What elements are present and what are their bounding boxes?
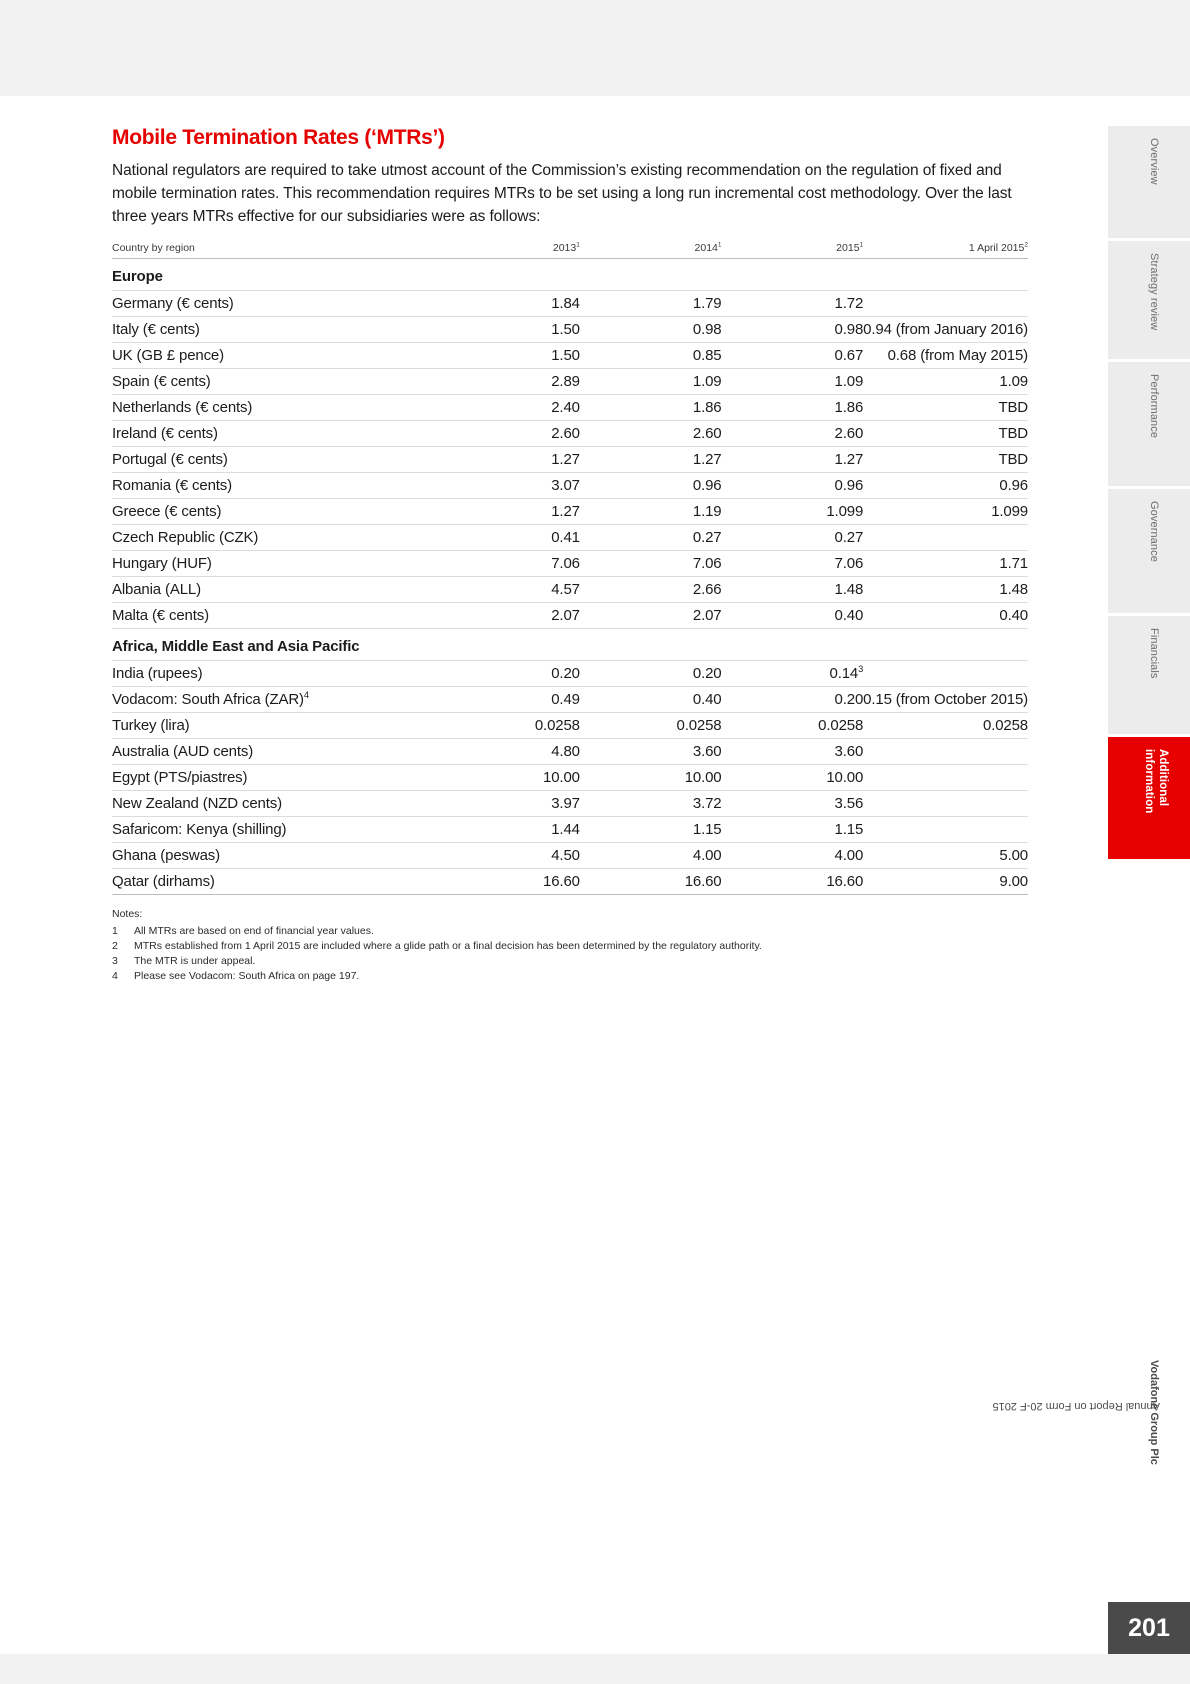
- cell-1-april-2015: 9.00: [863, 869, 1028, 895]
- cell-1-april-2015: [863, 817, 1028, 843]
- cell-country: Safaricom: Kenya (shilling): [112, 817, 438, 843]
- page-number: 201: [1108, 1602, 1190, 1654]
- footnote-marker: 2: [1024, 241, 1028, 249]
- note-item: [112, 969, 1028, 984]
- sidebar-item-label: Governance: [1148, 501, 1160, 562]
- cell-2014: 0.27: [580, 525, 722, 551]
- cell-2014: 16.60: [580, 869, 722, 895]
- table-body: [112, 259, 1028, 895]
- col-header-1-april-2015: 1 April 2015$^2$: [863, 242, 1028, 259]
- cell-1-april-2015: 1.48: [863, 577, 1028, 603]
- cell-2014: 2.60: [580, 421, 722, 447]
- cell-2014: 0.85: [580, 343, 722, 369]
- cell-2013: 4.80: [438, 739, 580, 765]
- note-item: [112, 924, 1028, 939]
- cell-2014: 3.60: [580, 739, 722, 765]
- cell-2013: 1.27: [438, 447, 580, 473]
- table-row: [112, 343, 1028, 369]
- cell-2015: 1.86: [722, 395, 864, 421]
- cell-country: Qatar (dirhams): [112, 869, 438, 895]
- cell-2013: 4.50: [438, 843, 580, 869]
- table-group-label: Europe: [112, 259, 1028, 291]
- table-row: [112, 869, 1028, 895]
- cell-2015: 10.00: [722, 765, 864, 791]
- cell-country: New Zealand (NZD cents): [112, 791, 438, 817]
- col-header-country: Country by region: [112, 242, 438, 259]
- cell-1-april-2015: 0.96: [863, 473, 1028, 499]
- cell-2014: 7.06: [580, 551, 722, 577]
- notes-list: [112, 924, 1028, 984]
- cell-country: Albania (ALL): [112, 577, 438, 603]
- cell-2014: 2.07: [580, 603, 722, 629]
- cell-country: Egypt (PTS/piastres): [112, 765, 438, 791]
- table-row: [112, 765, 1028, 791]
- side-tab-navigation: [1108, 126, 1190, 862]
- col-header-2015: 2015$^1$: [722, 242, 864, 259]
- cell-country: Czech Republic (CZK): [112, 525, 438, 551]
- cell-country: UK (GB £ pence): [112, 343, 438, 369]
- cell-1-april-2015: 0.94 (from January 2016): [863, 317, 1028, 343]
- page-title: Mobile Termination Rates (‘MTRs’): [112, 126, 445, 149]
- note-number: 4: [112, 969, 118, 982]
- cell-2015: 0.14$^3$: [722, 661, 864, 687]
- cell-1-april-2015: 5.00: [863, 843, 1028, 869]
- sidebar-item-financials[interactable]: [1108, 616, 1190, 734]
- cell-1-april-2015: 0.15 (from October 2015): [863, 687, 1028, 713]
- cell-2015: 0.98: [722, 317, 864, 343]
- cell-2013: 0.20: [438, 661, 580, 687]
- cell-2015: 1.09: [722, 369, 864, 395]
- cell-2013: 2.40: [438, 395, 580, 421]
- footnote-marker: 1: [859, 241, 864, 249]
- table-row: [112, 447, 1028, 473]
- cell-country: Spain (€ cents): [112, 369, 438, 395]
- cell-2014: 0.40: [580, 687, 722, 713]
- cell-1-april-2015: [863, 765, 1028, 791]
- table-row: [112, 661, 1028, 687]
- notes-block: [112, 907, 1028, 984]
- cell-1-april-2015: 1.099: [863, 499, 1028, 525]
- table-row: [112, 577, 1028, 603]
- table-row: [112, 603, 1028, 629]
- cell-2013: 1.50: [438, 317, 580, 343]
- cell-country: Vodacom: South Africa (ZAR)$^4$: [112, 687, 438, 713]
- side-meta: [992, 1360, 1190, 1580]
- cell-1-april-2015: 0.40: [863, 603, 1028, 629]
- footnote-marker: 4: [303, 690, 309, 701]
- intro-paragraph: National regulators are required to take utmost account of the Commission’s existing recommendation on the regulation of fixed and mobile termination rates. This recommendation requires MTRs to be set using a long run incremental cost methodology. Over the last three years MTRs effective for our subsidiaries were as follows:: [112, 162, 1012, 225]
- cell-1-april-2015: 0.68 (from May 2015): [863, 343, 1028, 369]
- note-item: [112, 954, 1028, 969]
- cell-2014: 1.79: [580, 291, 722, 317]
- table-row: [112, 317, 1028, 343]
- cell-country: Ghana (peswas): [112, 843, 438, 869]
- sidebar-item-label: Performance: [1148, 374, 1160, 439]
- table-row: [112, 421, 1028, 447]
- note-text: Please see Vodacom: South Africa on page 197.: [134, 969, 360, 982]
- table-row: [112, 473, 1028, 499]
- cell-2013: 1.50: [438, 343, 580, 369]
- cell-2013: 4.57: [438, 577, 580, 603]
- sidebar-item-governance[interactable]: [1108, 489, 1190, 613]
- note-text: The MTR is under appeal.: [134, 955, 256, 968]
- sidebar-item-label: Strategy review: [1148, 253, 1160, 331]
- table-header-row: [112, 242, 1028, 259]
- cell-2015: 0.67: [722, 343, 864, 369]
- cell-country: Hungary (HUF): [112, 551, 438, 577]
- cell-2014: 3.72: [580, 791, 722, 817]
- cell-2015: 1.15: [722, 817, 864, 843]
- cell-2013: 3.07: [438, 473, 580, 499]
- cell-country: Romania (€ cents): [112, 473, 438, 499]
- cell-country: Malta (€ cents): [112, 603, 438, 629]
- footnote-marker: 1: [576, 241, 580, 249]
- cell-1-april-2015: [863, 739, 1028, 765]
- cell-country: Germany (€ cents): [112, 291, 438, 317]
- cell-2014: 1.15: [580, 817, 722, 843]
- cell-2013: 1.44: [438, 817, 580, 843]
- cell-2014: 1.86: [580, 395, 722, 421]
- cell-2013: 0.49: [438, 687, 580, 713]
- cell-country: Netherlands (€ cents): [112, 395, 438, 421]
- cell-2014: 1.19: [580, 499, 722, 525]
- cell-2013: 1.27: [438, 499, 580, 525]
- cell-2013: 2.07: [438, 603, 580, 629]
- cell-2015: 0.27: [722, 525, 864, 551]
- cell-2015: 7.06: [722, 551, 864, 577]
- table-row: [112, 817, 1028, 843]
- cell-2013: 7.06: [438, 551, 580, 577]
- col-header-2013: 2013$^1$: [438, 242, 580, 259]
- sidebar-item-label: Overview: [1148, 138, 1160, 185]
- note-text: All MTRs are based on end of financial year values.: [134, 925, 374, 938]
- table-row: [112, 713, 1028, 739]
- cell-2014: 1.27: [580, 447, 722, 473]
- sidebar-item-additional-information[interactable]: [1108, 737, 1190, 859]
- cell-1-april-2015: [863, 791, 1028, 817]
- cell-1-april-2015: 0.0258: [863, 713, 1028, 739]
- cell-2015: 3.56: [722, 791, 864, 817]
- report-name: Annual Report on Form 20-F 2015: [992, 1400, 1160, 1412]
- cell-1-april-2015: TBD: [863, 447, 1028, 473]
- cell-2015: 0.40: [722, 603, 864, 629]
- sidebar-item-performance[interactable]: [1108, 362, 1190, 486]
- cell-1-april-2015: 1.71: [863, 551, 1028, 577]
- cell-2014: 4.00: [580, 843, 722, 869]
- cell-2015: 1.48: [722, 577, 864, 603]
- cell-2014: 10.00: [580, 765, 722, 791]
- table-row: [112, 739, 1028, 765]
- note-number: 1: [112, 925, 118, 938]
- company-name: Vodafone Group Plc: [1148, 1360, 1160, 1465]
- cell-2013: 1.84: [438, 291, 580, 317]
- cell-2014: 2.66: [580, 577, 722, 603]
- page-bottom-band: [0, 1654, 1190, 1684]
- table-row: [112, 843, 1028, 869]
- cell-2013: 3.97: [438, 791, 580, 817]
- table-row: [112, 499, 1028, 525]
- cell-2015: 0.20: [722, 687, 864, 713]
- cell-2015: 16.60: [722, 869, 864, 895]
- sidebar-item-label: [1141, 749, 1170, 813]
- cell-2014: 1.09: [580, 369, 722, 395]
- cell-2013: 0.41: [438, 525, 580, 551]
- footnote-marker: 3: [858, 664, 864, 675]
- cell-2015: 3.60: [722, 739, 864, 765]
- cell-2015: 1.72: [722, 291, 864, 317]
- cell-country: Australia (AUD cents): [112, 739, 438, 765]
- cell-country: Turkey (lira): [112, 713, 438, 739]
- cell-2014: 0.20: [580, 661, 722, 687]
- table-row: [112, 687, 1028, 713]
- cell-2013: 16.60: [438, 869, 580, 895]
- table-row: [112, 395, 1028, 421]
- table-group-label: Africa, Middle East and Asia Pacific: [112, 629, 1028, 661]
- cell-1-april-2015: [863, 291, 1028, 317]
- cell-1-april-2015: TBD: [863, 395, 1028, 421]
- note-text: MTRs established from 1 April 2015 are included where a glide path or a final decision has been determined by the regulatory authority.: [134, 940, 762, 953]
- table-row: [112, 369, 1028, 395]
- sidebar-item-label-line2: information: [1142, 749, 1155, 814]
- footnote-marker: 1: [717, 241, 722, 249]
- col-header-2014: 2014$^1$: [580, 242, 722, 259]
- sidebar-item-strategy-review[interactable]: [1108, 241, 1190, 359]
- cell-2013: 0.0258: [438, 713, 580, 739]
- cell-2014: 0.98: [580, 317, 722, 343]
- sidebar-item-label-line1: Additional: [1157, 749, 1169, 807]
- cell-country: Portugal (€ cents): [112, 447, 438, 473]
- note-number: 3: [112, 955, 118, 968]
- notes-title: Notes:: [112, 908, 143, 921]
- mtr-table: [112, 242, 1028, 895]
- cell-2015: 4.00: [722, 843, 864, 869]
- cell-2014: 0.0258: [580, 713, 722, 739]
- cell-1-april-2015: TBD: [863, 421, 1028, 447]
- page-content: [112, 126, 1028, 984]
- cell-1-april-2015: [863, 661, 1028, 687]
- note-item: [112, 939, 1028, 954]
- side-meta-text: [992, 1360, 1160, 1465]
- sidebar-item-label: Financials: [1148, 628, 1160, 679]
- sidebar-item-overview[interactable]: [1108, 126, 1190, 238]
- cell-2015: 0.0258: [722, 713, 864, 739]
- cell-1-april-2015: 1.09: [863, 369, 1028, 395]
- cell-country: Ireland (€ cents): [112, 421, 438, 447]
- cell-country: India (rupees): [112, 661, 438, 687]
- table-row: [112, 291, 1028, 317]
- cell-2013: 2.60: [438, 421, 580, 447]
- table-group-header-row: [112, 259, 1028, 291]
- cell-1-april-2015: [863, 525, 1028, 551]
- cell-country: Greece (€ cents): [112, 499, 438, 525]
- cell-country: Italy (€ cents): [112, 317, 438, 343]
- table-group-header-row: [112, 629, 1028, 661]
- cell-2013: 10.00: [438, 765, 580, 791]
- cell-2015: 0.96: [722, 473, 864, 499]
- cell-2015: 2.60: [722, 421, 864, 447]
- page-top-band: [0, 0, 1190, 96]
- cell-2015: 1.27: [722, 447, 864, 473]
- table-row: [112, 551, 1028, 577]
- cell-2015: 1.099: [722, 499, 864, 525]
- note-number: 2: [112, 940, 118, 953]
- table-row: [112, 525, 1028, 551]
- cell-2014: 0.96: [580, 473, 722, 499]
- cell-2013: 2.89: [438, 369, 580, 395]
- table-row: [112, 791, 1028, 817]
